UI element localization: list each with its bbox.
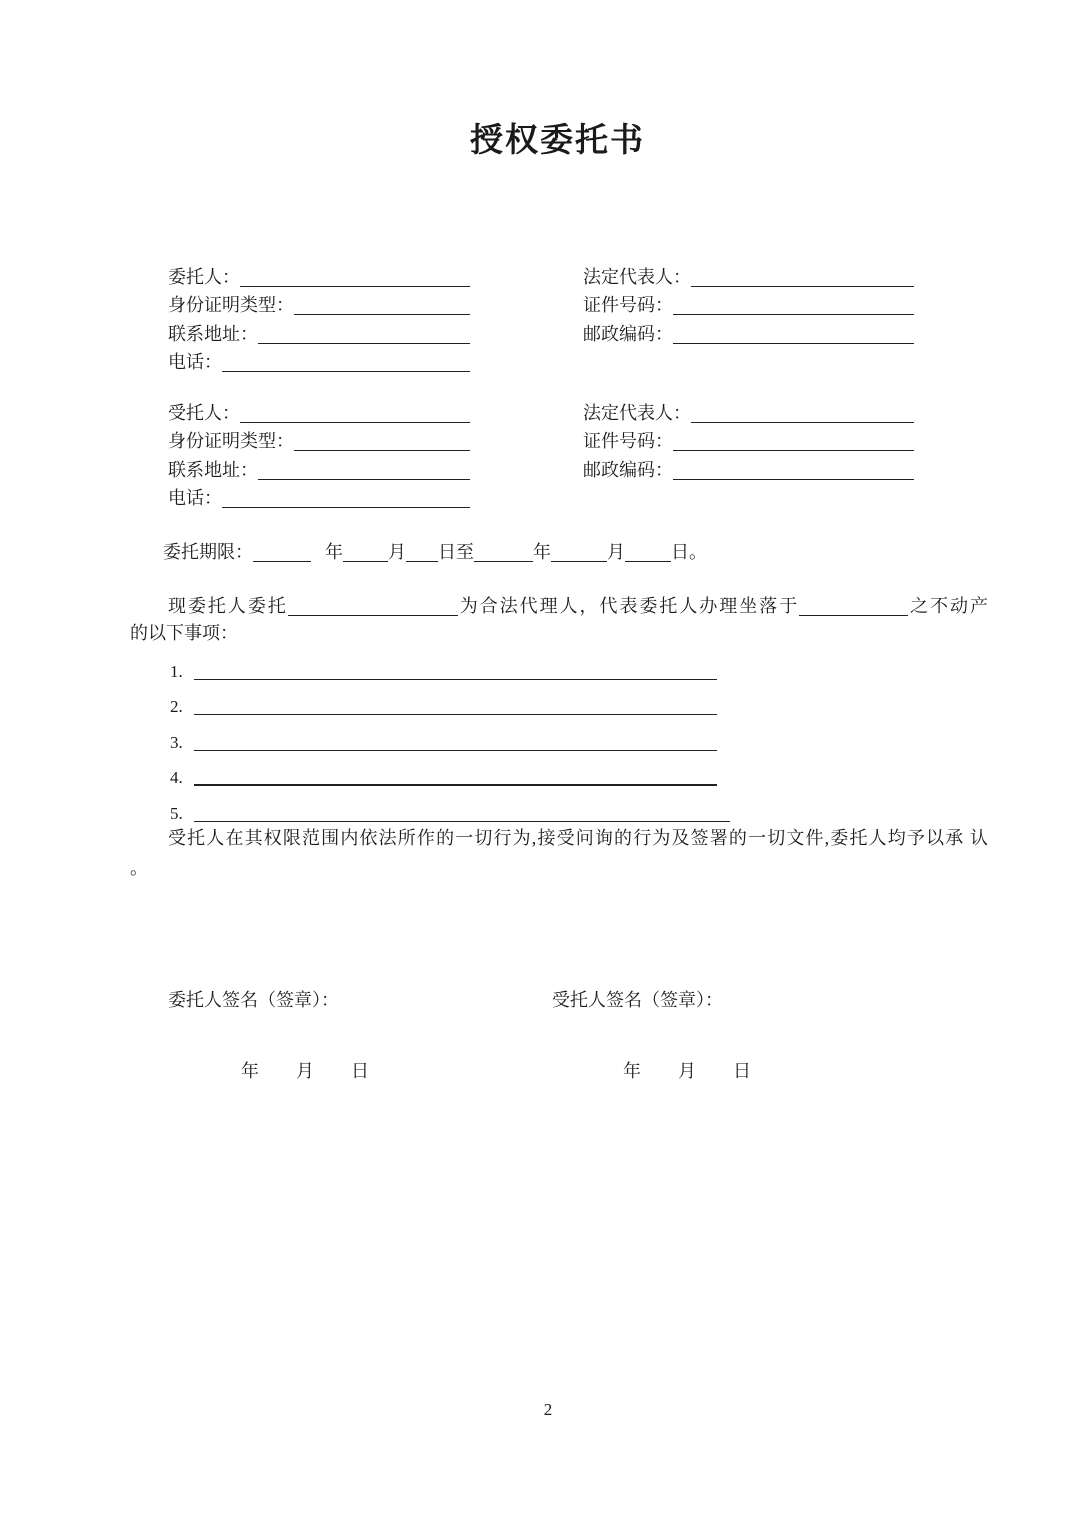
list-item [170,790,730,826]
date-year: 年 [241,1061,259,1081]
signature-row [130,986,988,1008]
principal-legal-rep-field [583,262,914,291]
term-label: 委托期限： [163,542,253,562]
closing-paragraph [130,823,988,883]
fill-line [294,314,470,315]
fill-line [222,507,470,508]
fill-line [222,371,470,372]
fill-line [474,561,533,562]
fill-line [343,561,388,562]
field-label: 联系地址： [168,323,258,344]
field-label: 法定代表人： [583,402,691,423]
field-label: 身份证明类型： [168,295,294,315]
agent-name-field [168,398,470,427]
agent-right-column [583,398,914,512]
term-text: 月 [607,542,625,562]
agent-address-field [168,455,470,484]
fill-line [625,561,671,562]
closing-line1: 受托人在其权限范围内依法所作的一切行为,接受问询的行为及签署的一切文件,委托人均予以承 认 [168,828,988,848]
appointment-text: 之不动产 [908,596,989,616]
fill-line [673,343,914,344]
signature-date-row [130,1036,988,1081]
fill-line [673,314,914,315]
list-item [170,648,717,684]
item-number: 1. [170,661,183,681]
closing-line2: 。 [130,858,148,878]
field-label: 电话： [168,352,222,372]
field-label: 邮政编码： [583,459,673,480]
field-label: 受托人： [168,402,240,423]
appointment-text: 为合法代理人，代表委托人办理坐落于 [457,596,800,616]
field-label: 证件号码： [583,295,673,315]
agent-legal-rep-field [583,398,914,427]
field-label: 邮政编码： [583,323,673,344]
appointment-line1 [130,593,988,620]
item-number: 2. [170,697,183,716]
agent-id-number-field [583,427,914,456]
fill-line [799,615,908,616]
date-day: 日 [733,1061,751,1081]
fill-line [194,714,717,715]
field-label: 委托人： [168,266,240,287]
principal-phone-field [168,348,470,377]
fill-line [294,450,470,451]
agent-id-type-field [168,427,470,456]
term-text: 日至 [438,542,474,562]
agent-signature-label: 受托人签名（签章）： [552,990,723,1010]
principal-date-line [214,1036,369,1104]
term-text: 年 [533,542,551,562]
fill-line [673,479,914,480]
fill-line [673,450,914,451]
principal-postal-code-field [583,319,914,348]
fill-line [406,561,438,562]
agent-info-block [168,398,914,512]
items-list [170,648,730,826]
item-number: 5. [170,803,183,823]
principal-id-type-field [168,291,470,320]
principal-signature-label: 委托人签名（签章）： [168,990,339,1010]
appointment-line2: 的以下事项： [130,623,238,643]
page-number: 2 [543,1400,553,1419]
fill-line [691,286,914,287]
fill-line [194,750,717,751]
agent-postal-code-field [583,455,914,484]
term-text: 日。 [671,542,707,562]
appointment-paragraph [130,593,988,647]
field-label: 身份证明类型： [168,431,294,451]
term-line [163,538,707,566]
date-month: 月 [296,1061,314,1081]
agent-phone-field [168,484,470,513]
fill-line [691,422,914,423]
fill-line [288,615,458,616]
agent-date-line [596,1036,751,1104]
date-month: 月 [678,1061,696,1081]
principal-id-number-field [583,291,914,320]
fill-line [551,561,607,562]
term-text: 月 [388,542,406,562]
list-item [170,755,717,791]
date-day: 日 [351,1061,369,1081]
appointment-text: 现委托人委托 [168,596,288,616]
principal-name-field [168,262,470,291]
list-item [170,719,717,755]
list-item [170,684,717,720]
fill-line [194,784,717,786]
principal-info-block [168,262,914,376]
fill-line [194,821,730,822]
field-label: 联系地址： [168,459,258,480]
principal-left-column [168,262,470,376]
document-title: 授权委托书 [470,123,645,159]
principal-address-field [168,319,470,348]
agent-left-column [168,398,470,512]
field-label: 电话： [168,488,222,508]
date-year: 年 [623,1061,641,1081]
term-text: 年 [325,542,343,562]
fill-line [258,479,470,480]
fill-line [194,679,717,680]
field-label: 证件号码： [583,431,673,451]
item-number: 3. [170,732,183,752]
fill-line [240,286,470,287]
fill-line [253,561,311,562]
field-label: 法定代表人： [583,266,691,287]
fill-line [258,343,470,344]
principal-right-column [583,262,914,376]
fill-line [240,422,470,423]
item-number: 4. [170,768,183,787]
